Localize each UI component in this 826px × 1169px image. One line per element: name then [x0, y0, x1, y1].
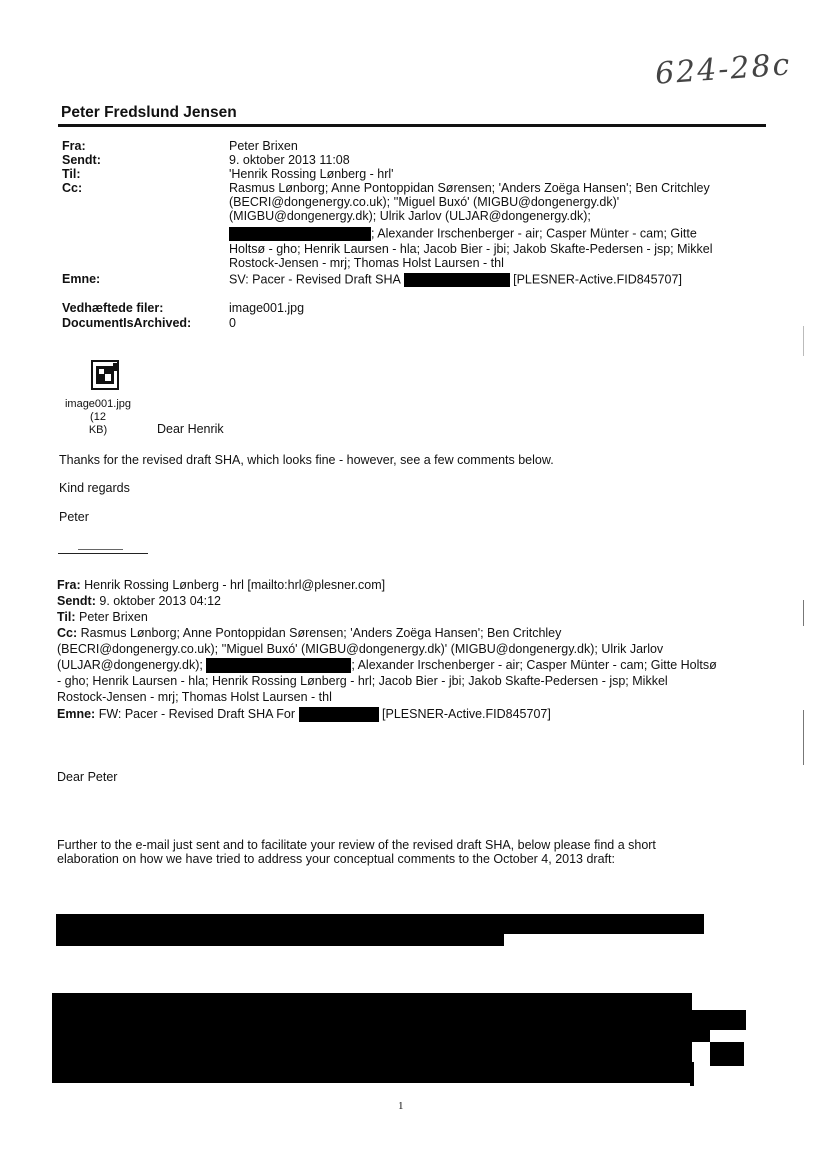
redaction-bar — [229, 227, 371, 241]
reply-closing: Kind regards — [59, 481, 130, 495]
forwarded-cc — [57, 625, 737, 641]
document-owner-name: Peter Fredslund Jensen — [61, 104, 237, 121]
forwarded-paragraph-line-1: Further to the e-mail just sent and to facilitate your review of the revised draft SHA, below please find a short — [57, 838, 656, 852]
separator-line — [58, 553, 148, 554]
redaction-bar — [299, 707, 379, 722]
redaction-bar — [206, 658, 351, 673]
attachment-caption — [62, 398, 134, 437]
forwarded-from-value: Henrik Rossing Lønberg - hrl [mailto:hrl@plesner.com] — [84, 578, 386, 592]
scan-edge-mark — [803, 326, 804, 356]
sent-label: Sendt: — [62, 153, 101, 167]
forwarded-to — [57, 609, 737, 625]
cc-line-4 — [229, 227, 769, 241]
from-value: Peter Brixen — [229, 139, 298, 153]
archived-label: DocumentIsArchived: — [62, 316, 192, 330]
forwarded-to-value: Peter Brixen — [79, 610, 148, 624]
forwarded-subject-suffix: [PLESNER-Active.FID845707] — [382, 707, 551, 721]
scan-edge-mark — [803, 710, 804, 765]
forwarded-from — [57, 577, 737, 593]
redaction-bar — [404, 273, 510, 287]
scan-edge-mark — [803, 600, 804, 626]
reply-greeting: Dear Henrik — [157, 422, 224, 436]
attachments-value: image001.jpg — [229, 301, 305, 315]
cc-line-1: Rasmus Lønborg; Anne Pontoppidan Sørensen; 'Anders Zoëga Hansen'; Ben Critchley — [229, 181, 710, 195]
sent-value: 9. oktober 2013 11:08 — [229, 153, 350, 167]
attachment-caption-line-2: KB) — [88, 424, 108, 436]
from-label: Fra: — [62, 139, 86, 153]
forwarded-cc-label: Cc: — [57, 626, 78, 640]
forwarded-sent-value: 9. oktober 2013 04:12 — [99, 594, 221, 608]
to-label: Til: — [62, 167, 81, 181]
forwarded-sent — [57, 593, 737, 609]
reply-paragraph: Thanks for the revised draft SHA, which looks fine - however, see a few comments below. — [59, 453, 554, 467]
cc-line-2: (BECRI@dongenergy.co.uk); ''Miguel Buxó' (MIGBU@dongenergy.dk)' — [229, 195, 620, 209]
attachments-label: Vedhæftede filer: — [62, 301, 164, 315]
subject-suffix: [PLESNER-Active.FID845707] — [513, 272, 682, 287]
forwarded-cc-line-5: Rostock-Jensen - mrj; Thomas Holst Laursen - thl — [57, 690, 332, 704]
handwritten-annotation: 624-28c — [653, 47, 793, 92]
forwarded-cc-line-3 — [57, 657, 737, 673]
forwarded-cc-line-1: Rasmus Lønborg; Anne Pontoppidan Sørensen; 'Anders Zoëga Hansen'; Ben Critchley — [80, 626, 562, 640]
forwarded-subject-label: Emne: — [57, 707, 96, 721]
subject-value — [229, 273, 769, 287]
to-value: 'Henrik Rossing Lønberg - hrl' — [229, 167, 394, 181]
forwarded-cc-line-4: - gho; Henrik Laursen - hla; Henrik Rossing Lønberg - hrl; Jacob Bier - jbi; Jakob Skafte-Pedersen - jsp; Mikkel — [57, 674, 668, 688]
cc-label: Cc: — [62, 181, 83, 195]
forwarded-subject-prefix: FW: Pacer - Revised Draft SHA For — [98, 707, 296, 721]
cc-line-4-text: ; Alexander Irschenberger - air; Casper Münter - cam; Gitte — [371, 226, 697, 241]
forwarded-paragraph-line-2: elaboration on how we have tried to address your conceptual comments to the October 4, 2013 draft: — [57, 852, 615, 866]
header-rule — [58, 124, 766, 127]
forwarded-from-label: Fra: — [57, 578, 81, 592]
subject-prefix: SV: Pacer - Revised Draft SHA — [229, 272, 401, 287]
separator-line — [78, 549, 123, 550]
forwarded-sent-label: Sendt: — [57, 594, 96, 608]
cc-line-6: Rostock-Jensen - mrj; Thomas Holst Laursen - thl — [229, 256, 504, 270]
forwarded-cc-line-3a: (ULJAR@dongenergy.dk); — [57, 658, 203, 672]
archived-value: 0 — [229, 316, 236, 330]
forwarded-to-label: Til: — [57, 610, 76, 624]
cc-line-3: (MIGBU@dongenergy.dk); Ulrik Jarlov (ULJAR@dongenergy.dk); — [229, 209, 591, 223]
forwarded-cc-line-3b: ; Alexander Irschenberger - air; Casper Münter - cam; Gitte Holtsø — [351, 658, 717, 672]
attachment-caption-line-1: image001.jpg (12 — [64, 398, 132, 423]
cc-line-5: Holtsø - gho; Henrik Laursen - hla; Jacob Bier - jbi; Jakob Skafte-Pedersen - jsp; Mikkel — [229, 242, 713, 256]
image-attachment-icon[interactable] — [91, 360, 121, 390]
subject-label: Emne: — [62, 272, 101, 286]
forwarded-cc-line-2: (BECRI@dongenergy.co.uk); ''Miguel Buxó' (MIGBU@dongenergy.dk)' (MIGBU@dongenergy.dk); Ulrik Jarlov — [57, 642, 664, 656]
page-number: 1 — [398, 1100, 404, 1112]
forwarded-subject — [57, 706, 737, 722]
forwarded-greeting: Dear Peter — [57, 770, 118, 784]
reply-signature: Peter — [59, 510, 89, 524]
